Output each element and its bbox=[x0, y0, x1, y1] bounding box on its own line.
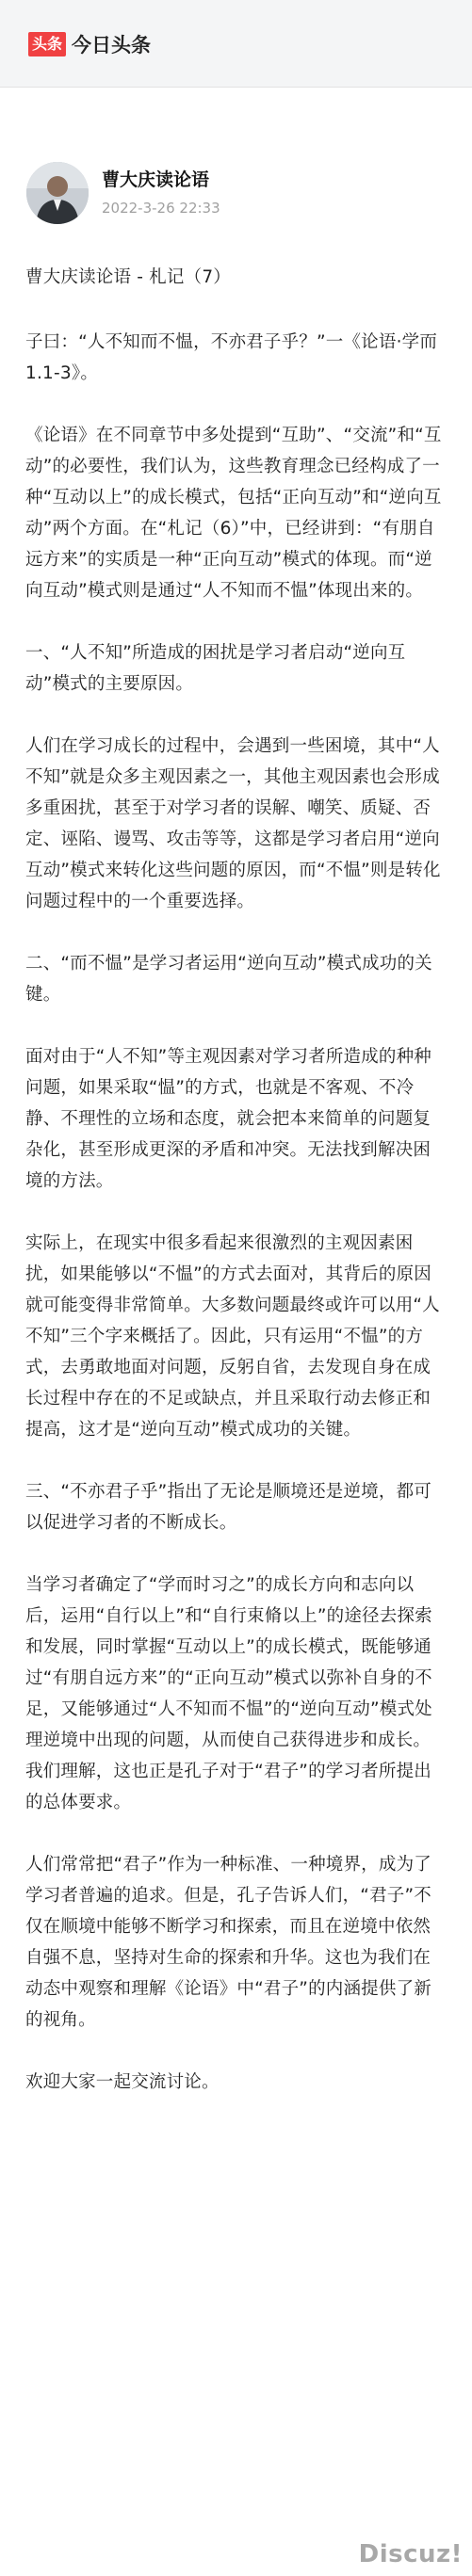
article-paragraph: 实际上，在现实中很多看起来很激烈的主观因素困扰，如果能够以“不愠”的方式去面对，其背后的原因就可能变得非常简单。大多数问题最终或许可以用“人不知”三个字来概括了。因此，只有运用“不愠”的方式，去勇敢地面对问题，反躬自省，去发现自身在成长过程中存在的不足或缺点，并且采取行动去修正和提高，这才是“逆向互动”模式成功的关键。 bbox=[25, 1233, 440, 1440]
publish-time: 2022-3-26 22:33 bbox=[102, 200, 220, 217]
article-paragraph: 人们常常把“君子”作为一种标准、一种境界，成为了学习者普遍的追求。但是，孔子告诉人们，“君子”不仅在顺境中能够不断学习和探索，而且在逆境中依然自强不息，坚持对生命的探索和升华。这也为我们在动态中观察和理解《论语》中“君子”的内涵提供了新的视角。 bbox=[25, 1855, 431, 2030]
article-paragraph: 一、“人不知”所造成的困扰是学习者启动“逆向互动”模式的主要原因。 bbox=[25, 643, 406, 694]
author-name[interactable]: 曹大庆读论语 bbox=[102, 169, 210, 190]
article-body bbox=[25, 262, 448, 2129]
article-paragraph: 面对由于“人不知”等主观因素对学习者所造成的种种问题，如果采取“愠”的方式，也就是不客观、不冷静、不理性的立场和态度，就会把本来简单的问题复杂化，甚至形成更深的矛盾和冲突。无法找到解决困境的方法。 bbox=[25, 1047, 431, 1191]
article-title: 曹大庆读论语 - 札记（7） bbox=[25, 267, 232, 287]
article-paragraph: 欢迎大家一起交流讨论。 bbox=[25, 2072, 220, 2092]
user-avatar-icon bbox=[26, 162, 89, 224]
app-header bbox=[0, 0, 472, 88]
app-logo-badge: 头条 bbox=[28, 32, 66, 56]
discuz-watermark: Discuz! bbox=[358, 2540, 463, 2568]
article-paragraph: 二、“而不愠”是学习者运用“逆向互动”模式成功的关键。 bbox=[25, 954, 432, 1005]
article-paragraph: 当学习者确定了“学而时习之”的成长方向和志向以后，运用“自行以上”和“自行束脩以上”的途径去探索和发展，同时掌握“互动以上”的成长模式，既能够通过“有朋自远方来”的“正向互动”模式以弥补自身的不足，又能够通过“人不知而不愠”的“逆向互动”模式处理逆境中出现的问题，从而使自己获得进步和成长。我们理解，这也正是孔子对于“君子”的学习者所提出的总体要求。 bbox=[25, 1575, 432, 1812]
author-avatar[interactable] bbox=[26, 162, 89, 224]
article-paragraph: 三、“不亦君子乎”指出了无论是顺境还是逆境，都可以促进学习者的不断成长。 bbox=[25, 1482, 431, 1533]
app-logo[interactable] bbox=[28, 30, 151, 58]
article-paragraph: 人们在学习成长的过程中，会遇到一些困境，其中“人不知”就是众多主观因素之一，其他主观因素也会形成多重困扰，甚至于对学习者的误解、嘲笑、质疑、否定、诬陷、谩骂、攻击等等，这都是学习者启用“逆向互动”模式来转化这些问题的原因，而“不愠”则是转化问题过程中的一个重要选择。 bbox=[25, 736, 441, 911]
article-paragraph: 《论语》在不同章节中多处提到“互助”、“交流”和“互动”的必要性，我们认为，这些教育理念已经构成了一种“互动以上”的成长模式，包括“正向互动”和“逆向互动”两个方面。在“札记（6）”中，已经讲到：“有朋自远方来”的实质是一种“正向互动”模式的体现。而“逆向互动”模式则是通过“人不知而不愠”体现出来的。 bbox=[25, 426, 442, 601]
app-name: 今日头条 bbox=[72, 34, 152, 56]
author-info bbox=[26, 162, 450, 228]
article-paragraph: 子曰：“人不知而不愠，不亦君子乎？”一《论语·学而1.1-3》。 bbox=[25, 332, 438, 383]
